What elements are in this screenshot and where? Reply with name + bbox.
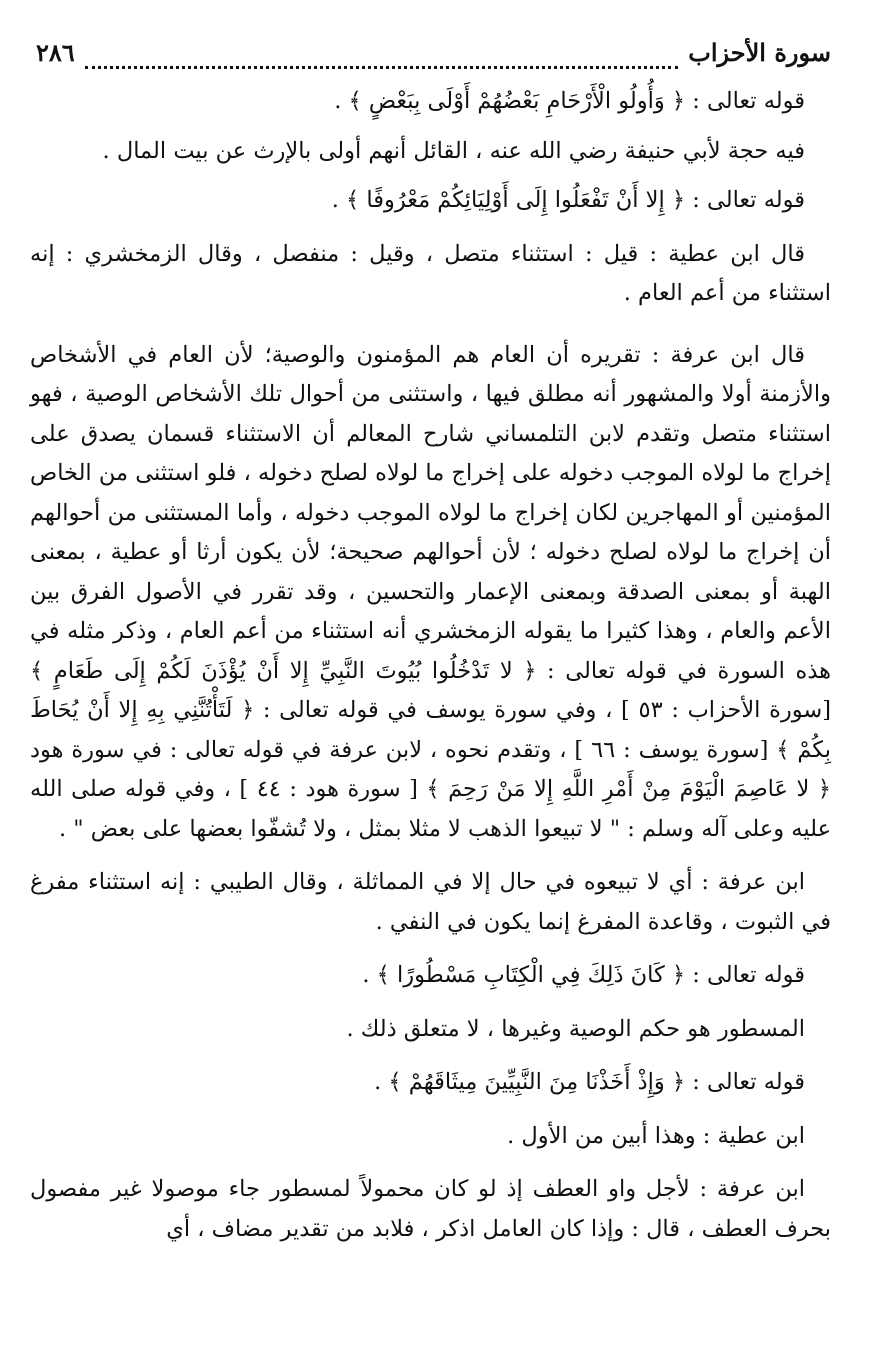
header-dotted-leader xyxy=(85,52,679,69)
commentary-paragraph: المسطور هو حكم الوصية وغيرها ، لا متعلق ذلك . xyxy=(346,1015,805,1042)
verse-paragraph: قوله تعالى : ﴿ إِلا أَنْ تَفْعَلُوا إِلَى أَوْلِيَائِكُمْ مَعْرُوفًا ﴾ . xyxy=(331,187,805,213)
page-number: ٢٨٦ xyxy=(36,38,75,67)
commentary-paragraph: ابن عطية : وهذا أبين من الأول . xyxy=(507,1122,805,1149)
commentary-paragraph: قال ابن عرفة : تقريره أن العام هم المؤمنون والوصية؛ لأن العام في الأشخاص والأزمنة أولا والمشهور أنه مطلق فيها ، واستثنى من أحوال تلك الأشخاص الوصية ، فهو استثناء متصل وتقدم لابن التلمساني شارح المعالم أن الاستثناء قسمان يصدق على إخراج ما لولاه الموجب دخوله على إخراج ما لولاه لصلح دخوله ، فلو استثنى من الخاص المؤمنين أو المهاجرين لكان إخراج ما لولاه الموجب دخوله ، وأما المستثنى من أحوالهم أن إخراج ما لولاه لصلح دخوله ؛ لأن أحوالهم صحيحة؛ لأن يكون أرثا أو عطية ، بمعنى الهبة أو بمعنى الصدقة وبمعنى الإعمار والتحسين ، وقد تقرر في الأصول الفرق بين الأعم والعام ، وهذا كثيرا ما يقوله الزمخشري أنه استثناء من أعم العام ، وذكر مثله في هذه السورة في قوله تعالى : ﴿ لا تَدْخُلُوا بُيُوتَ النَّبِيِّ إِلا أَنْ يُؤْذَنَ لَكُمْ إِلَى طَعَامٍ ﴾ [سورة الأحزاب : ٥٣ ] ، وفي سورة يوسف في قوله تعالى : ﴿ لَتَأْتُنَّنِي بِهِ إِلا أَنْ يُحَاطَ بِكُمْ ﴾ [سورة يوسف : ٦٦ ] ، وتقدم نحوه ، لابن عرفة في قوله تعالى : في سورة هود ﴿ لا عَاصِمَ الْيَوْمَ مِنْ أَمْرِ اللَّهِ إِلا مَنْ رَحِمَ ﴾ [ سورة هود : ٤٤ ] ، وفي قوله صلى الله عليه وعلى آله وسلم : " لا تبيعوا الذهب لا مثلا بمثل ، ولا تُشفّوا بعضها على بعض " . xyxy=(30,341,831,842)
page-header xyxy=(30,38,831,82)
verse-paragraph: قوله تعالى : ﴿ كَانَ ذَلِكَ فِي الْكِتَابِ مَسْطُورًا ﴾ . xyxy=(362,962,805,988)
surah-title: سورة الأحزاب xyxy=(688,38,831,67)
page-body xyxy=(30,82,831,1249)
commentary-paragraph: قال ابن عطية : قيل : استثناء متصل ، وقيل : منفصل ، وقال الزمخشري : إنه استثناء من أعم العام . xyxy=(30,240,831,306)
book-page xyxy=(30,38,831,1347)
commentary-paragraph: ابن عرفة : لأجل واو العطف إذ لو كان محمولاً لمسطور جاء موصولا غير مفصول بحرف العطف ، قال : وإذا كان العامل اذكر ، فلابد من تقدير مضاف ، أي xyxy=(30,1176,831,1242)
verse-paragraph: قوله تعالى : ﴿ وَأُولُو الْأَرْحَامِ بَعْضُهُمْ أَوْلَى بِبَعْضٍ ﴾ . xyxy=(334,88,805,114)
commentary-paragraph: ابن عرفة : أي لا تبيعوه في حال إلا في المماثلة ، وقال الطيبي : إنه استثناء مفرغ في الثبوت ، وقاعدة المفرغ إنما يكون في النفي . xyxy=(30,869,831,935)
verse-paragraph: قوله تعالى : ﴿ وَإِذْ أَخَذْنَا مِنَ النَّبِيِّينَ مِيثَاقَهُمْ ﴾ . xyxy=(374,1069,805,1095)
commentary-paragraph: فيه حجة لأبي حنيفة رضي الله عنه ، القائل أنهم أولى بالإرث عن بيت المال . xyxy=(102,137,805,164)
